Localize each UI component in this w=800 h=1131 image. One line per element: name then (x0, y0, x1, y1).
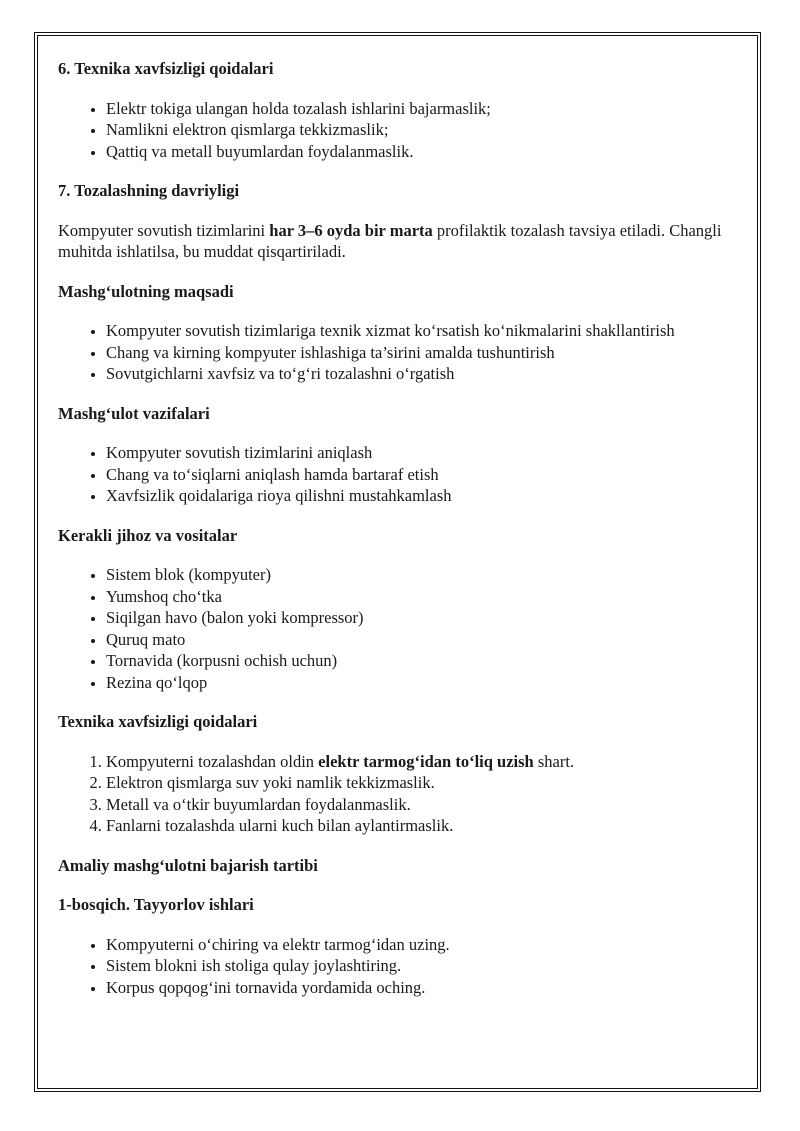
list-item: 4. Fanlarni tozalashda ularni kuch bilan aylantirmaslik. (106, 815, 738, 837)
xavfsizlik-list (58, 751, 738, 837)
paragraph-text: Kompyuter sovutish tizimlarini (58, 220, 270, 240)
list-item: • Korpus qopqog‘ini tornavida yordamida oching. (106, 977, 738, 999)
list-item: • Siqilgan havo (balon yoki kompressor) (106, 607, 738, 629)
list-item: • Chang va to‘siqlarni aniqlash hamda bartaraf etish (106, 464, 738, 486)
list-item: • Yumshoq cho‘tka (106, 586, 738, 608)
section-7-paragraph (58, 220, 738, 263)
list-item: • Qattiq va metall buyumlardan foydalanmaslik. (106, 141, 738, 163)
list-item: 3. Metall va o‘tkir buyumlardan foydalanmaslik. (106, 794, 738, 816)
list-item: • Quruq mato (106, 629, 738, 651)
document-body (58, 58, 738, 998)
list-item-text: Kompyuterni tozalashdan oldin (106, 751, 319, 771)
maqsad-list (58, 320, 738, 385)
list-item: • Sistem blokni ish stoliga qulay joylashtiring. (106, 955, 738, 977)
vazifalar-heading: Mashg‘ulot vazifalari (58, 403, 210, 423)
list-item: • Sovutgichlarni xavfsiz va to‘g‘ri tozalashni o‘rgatish (106, 363, 738, 385)
paragraph-bold-text: har 3–6 oyda bir marta (269, 220, 433, 240)
list-item (106, 751, 738, 773)
jihoz-list (58, 564, 738, 693)
bosqich1-heading: 1-bosqich. Tayyorlov ishlari (58, 895, 254, 914)
section-6-list (58, 98, 738, 163)
list-item-bold-text: elektr tarmog‘idan to‘liq uzish (318, 751, 534, 771)
list-item: • Kompyuterni o‘chiring va elektr tarmog‘idan uzing. (106, 934, 738, 956)
list-item: • Xavfsizlik qoidalariga rioya qilishni mustahkamlash (106, 485, 738, 507)
section-6-heading: 6. Texnika xavfsizligi qoidalari (58, 59, 274, 78)
jihoz-heading: Kerakli jihoz va vositalar (58, 525, 238, 545)
vazifalar-list (58, 442, 738, 507)
xavfsizlik-heading: Texnika xavfsizligi qoidalari (58, 712, 258, 731)
tartib-heading: Amaliy mashg‘ulotni bajarish tartibi (58, 855, 318, 875)
list-item: • Tornavida (korpusni ochish uchun) (106, 650, 738, 672)
list-item: 2. Elektron qismlarga suv yoki namlik tekkizmaslik. (106, 772, 738, 794)
maqsad-heading: Mashg‘ulotning maqsadi (58, 281, 234, 301)
list-item: • Sistem blok (kompyuter) (106, 564, 738, 586)
list-item: • Chang va kirning kompyuter ishlashiga ta’sirini amalda tushuntirish (106, 342, 738, 364)
list-item: • Kompyuter sovutish tizimlariga texnik xizmat ko‘rsatish ko‘nikmalarini shakllantirish (106, 320, 738, 342)
list-item: • Kompyuter sovutish tizimlarini aniqlash (106, 442, 738, 464)
list-item-text: shart. (533, 751, 575, 771)
list-item: • Elektr tokiga ulangan holda tozalash ishlarini bajarmaslik; (106, 98, 738, 120)
section-7-heading: 7. Tozalashning davriyligi (58, 181, 240, 200)
list-item: • Namlikni elektron qismlarga tekkizmaslik; (106, 119, 738, 141)
list-item: • Rezina qo‘lqop (106, 672, 738, 694)
paragraph-text: profilaktik tozalash tavsiya etiladi. Changli muhitda ishlatilsa, bu muddat qisqartiriladi. (58, 220, 722, 261)
bosqich1-list (58, 934, 738, 999)
